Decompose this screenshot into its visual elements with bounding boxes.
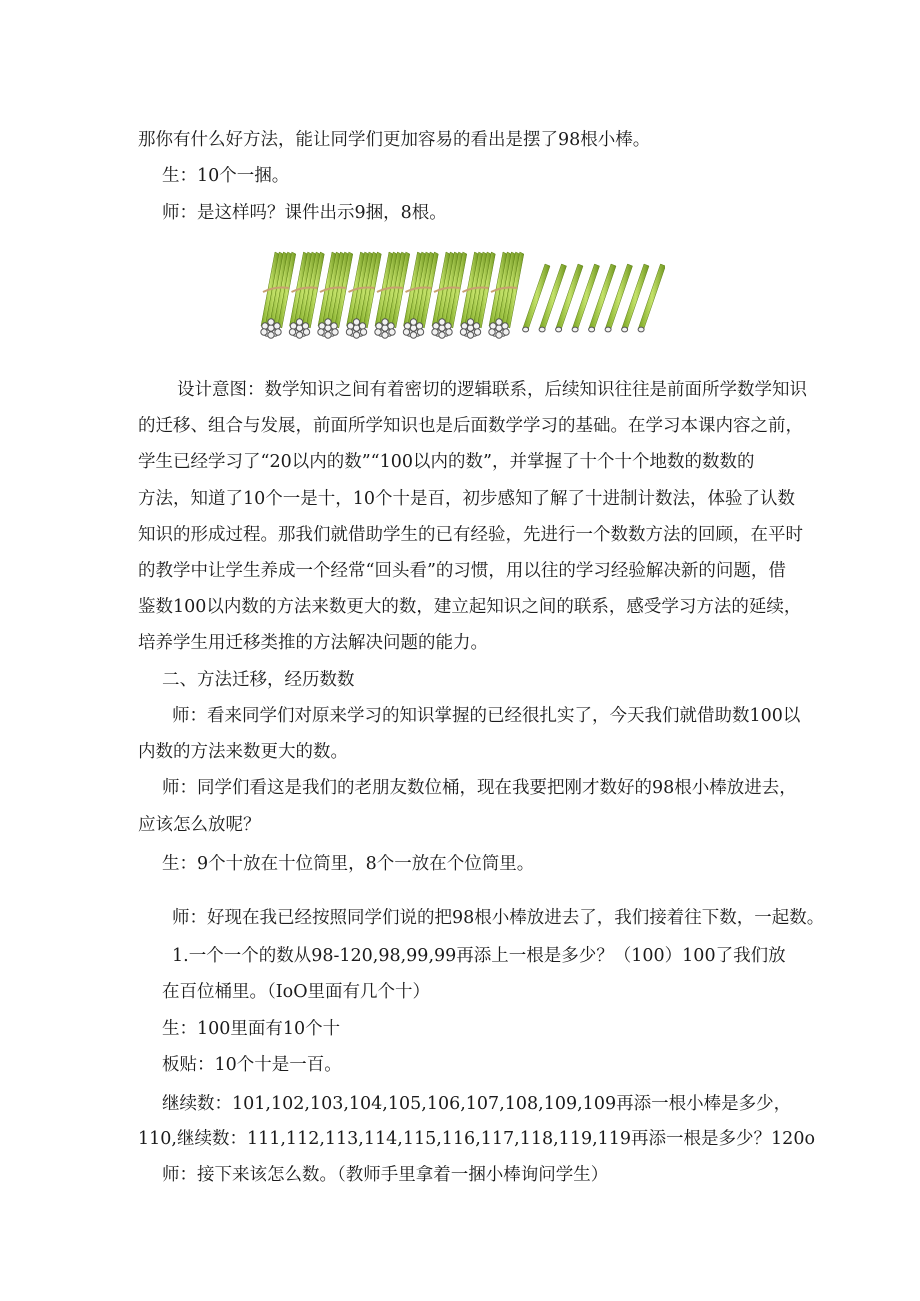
paragraph-line: 设计意图：数学知识之间有着密切的逻辑联系，后续知识往往是前面所学数学知识 — [177, 380, 807, 400]
single-sticks-group — [523, 264, 665, 332]
paragraph-line: 培养学生用迁移类推的方法解决问题的能力。 — [138, 633, 488, 653]
paragraph-line: 知识的形成过程。那我们就借助学生的已有经验，先进行一个数数方法的回顾，在平时 — [138, 525, 803, 545]
stick-bundles-figure — [255, 246, 665, 342]
paragraph-line: 的迁移、组合与发展，前面所学知识也是后面数学学习的基础。在学习本课内容之前， — [138, 416, 803, 436]
section-heading: 二、方法迁移，经历数数 — [162, 670, 355, 690]
paragraph-line: 在百位桶里。（IoO里面有几个十） — [162, 982, 431, 1002]
paragraph-line: 生：100里面有10个十 — [162, 1019, 341, 1039]
stick-bundle — [489, 252, 524, 338]
stick-bundles-group — [261, 252, 524, 338]
paragraph-line: 师：好现在我已经按照同学们说的把98根小棒放进去了，我们接着往下数，一起数。 — [172, 908, 825, 928]
paragraph-line: 应该怎么放呢？ — [138, 815, 261, 835]
paragraph-line: 师：是这样吗？课件出示9捆，8根。 — [162, 203, 447, 223]
paragraph-line: 的教学中让学生养成一个经常“回头看”的习惯，用以往的学习经验解决新的问题，借 — [138, 561, 786, 581]
paragraph-line: 1.一个一个的数从98-120,98,99,99再添上一根是多少？（100）100了我们放 — [172, 946, 786, 966]
paragraph-line: 师：看来同学们对原来学习的知识掌握的已经很扎实了，今天我们就借助数100以 — [172, 706, 801, 726]
paragraph-line: 学生已经学习了“20以内的数”“100以内的数”，并掌握了十个十个地数的数数的 — [138, 452, 755, 472]
paragraph-line: 内数的方法来数更大的数。 — [138, 742, 348, 762]
paragraph-line: 鉴数100以内数的方法来数更大的数，建立起知识之间的联系，感受学习方法的延续， — [138, 597, 802, 617]
paragraph-line: 板贴：10个十是一百。 — [162, 1055, 342, 1075]
paragraph-line: 那你有什么好方法，能让同学们更加容易的看出是摆了98根小棒。 — [138, 130, 651, 150]
paragraph-line: 继续数：101,102,103,104,105,106,107,108,109,109再添一根小棒是多少， — [162, 1094, 792, 1114]
paragraph-line: 生：9个十放在十位筒里，8个一放在个位筒里。 — [162, 854, 535, 874]
paragraph-line: 生：10个一捆。 — [162, 166, 290, 186]
paragraph-line: 方法，知道了10个一是十，10个十是百，初步感知了解了十进制计数法，体验了认数 — [138, 489, 796, 509]
paragraph-line: 师：接下来该怎么数。（教师手里拿着一捆小棒询问学生） — [162, 1165, 609, 1185]
paragraph-line: 110,继续数：111,112,113,114,115,116,117,118,119,119再添一根是多少？120o — [138, 1129, 815, 1149]
paragraph-line: 师：同学们看这是我们的老朋友数位桶，现在我要把刚才数好的98根小棒放进去， — [162, 778, 797, 798]
